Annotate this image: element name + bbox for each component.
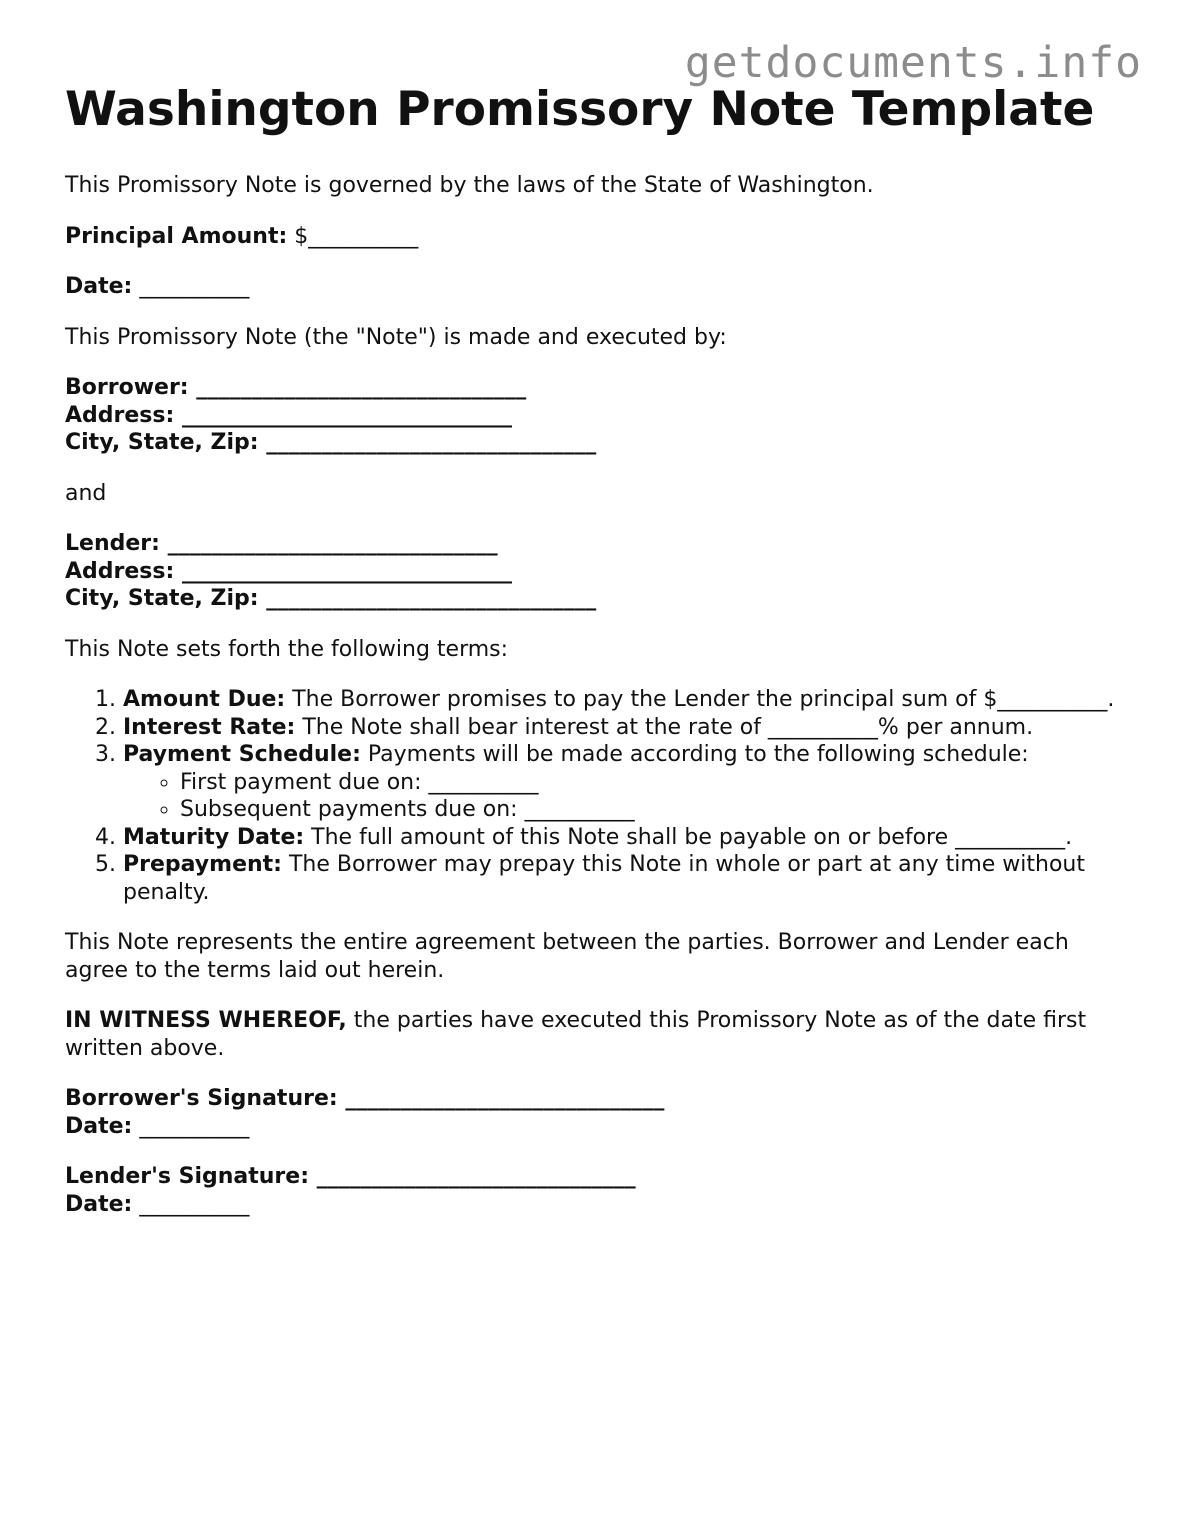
term-prepayment: 5. Prepayment: The Borrower may prepay this Note in whole or part at any time without penalty. <box>123 851 1125 906</box>
principal-amount-line <box>65 223 1125 251</box>
made-by-text: This Promissory Note (the "Note") is made and executed by: <box>65 324 727 350</box>
lender-block <box>65 530 1125 613</box>
term-interest-rate: 2. Interest Rate: The Note shall bear interest at the rate of __________% per annum. <box>123 714 1125 742</box>
borrower-name-line: Borrower: ______________________________ <box>65 375 527 400</box>
term-payment-schedule: 3. Payment Schedule: Payments will be made according to the following schedule: ◦ First payment due on: __________ ◦ Subsequent payments due on: __________ <box>123 741 1125 824</box>
principal-amount-label: Principal Amount: <box>65 223 288 249</box>
borrower-signature-block <box>65 1085 1125 1140</box>
term-amount-due: 1. Amount Due: The Borrower promises to pay the Lender the principal sum of $__________. <box>123 686 1125 714</box>
terms-list <box>65 686 1125 906</box>
entire-agreement-text: This Note represents the entire agreement between the parties. Borrower and Lender each agree to the terms laid out herein. <box>65 930 1069 983</box>
terms-intro-text: This Note sets forth the following terms: <box>65 636 509 662</box>
payment-schedule-list <box>123 769 1125 824</box>
principal-amount-blank: $__________ <box>294 223 419 249</box>
lender-signature-block <box>65 1163 1125 1218</box>
lender-address-line: Address: ______________________________ <box>65 558 512 584</box>
date-blank: __________ <box>139 274 250 299</box>
lender-city-state-zip-line: City, State, Zip: ______________________________ <box>65 586 597 611</box>
governing-law-text: This Promissory Note is governed by the laws of the State of Washington. <box>65 173 874 198</box>
borrower-block <box>65 374 1125 457</box>
document-page <box>65 82 1125 1241</box>
borrower-city-state-zip-line: City, State, Zip: ______________________________ <box>65 430 597 455</box>
borrower-address-line: Address: ______________________________ <box>65 402 512 428</box>
witness-label: IN WITNESS WHEREOF, <box>65 1008 347 1033</box>
and-text: and <box>65 480 107 506</box>
document-title: Washington Promissory Note Template <box>65 82 1095 137</box>
borrower-signature-date-line: Date: __________ <box>65 1113 250 1139</box>
borrower-signature-line: Borrower's Signature: _____________________________ <box>65 1086 665 1111</box>
lender-signature-line: Lender's Signature: _____________________________ <box>65 1164 636 1189</box>
first-payment-item: ◦ First payment due on: __________ <box>180 769 1125 797</box>
lender-signature-date-line: Date: __________ <box>65 1191 250 1217</box>
date-label: Date: <box>65 274 133 299</box>
date-line <box>65 273 1125 301</box>
watermark: getdocuments.info <box>684 38 1142 88</box>
witness-text: IN WITNESS WHEREOF, the parties have executed this Promissory Note as of the date first written above. <box>65 1008 1087 1061</box>
subsequent-payments-item: ◦ Subsequent payments due on: __________ <box>180 796 1125 824</box>
lender-name-line: Lender: ______________________________ <box>65 531 498 556</box>
term-maturity-date: 4. Maturity Date: The full amount of this Note shall be payable on or before __________. <box>123 824 1125 852</box>
